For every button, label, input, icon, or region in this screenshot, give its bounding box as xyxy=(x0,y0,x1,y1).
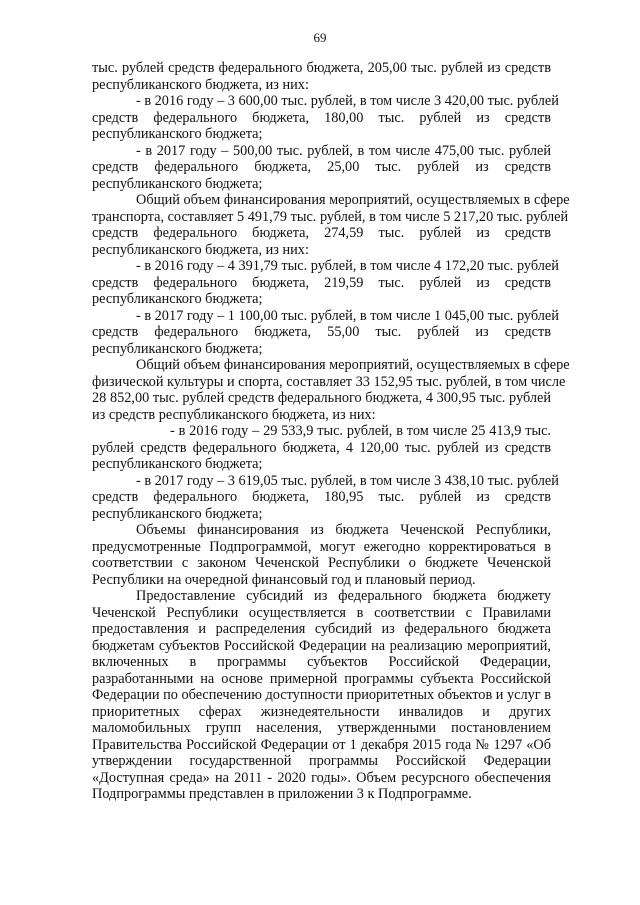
text-line: республиканского бюджета; xyxy=(92,291,263,307)
document-body xyxy=(92,60,570,803)
text-line: - в 2017 году – 1 100,00 тыс. рублей, в том числе 1 045,00 тыс. рублей xyxy=(136,307,559,324)
text-line: Объемы финансирования из бюджета Чеченской Республики, xyxy=(136,522,551,538)
text-line: утверждении государственной программы Российской Федерации xyxy=(92,753,551,769)
text-line: физической культуры и спорта, составляет 33 152,95 тыс. рублей, в том числе xyxy=(92,373,566,390)
text-line: - в 2016 году – 3 600,00 тыс. рублей, в том числе 3 420,00 тыс. рублей xyxy=(136,93,559,109)
text-line: транспорта, составляет 5 491,79 тыс. рублей, в том числе 5 217,20 тыс. рублей xyxy=(92,208,569,225)
text-line: республиканского бюджета, из них: xyxy=(92,76,309,93)
text-line: соответствии с законом Чеченской Республики о бюджете Чеченской xyxy=(92,555,551,571)
text-line: Общий объем финансирования мероприятий, осуществляемых в сфере xyxy=(136,192,570,208)
text-line: 28 852,00 тыс. рублей средств федерального бюджета, 4 300,95 тыс. рублей xyxy=(92,390,551,406)
text-line: предусмотренные Подпрограммой, могут ежегодно корректироваться в xyxy=(92,538,551,555)
text-line: Предоставление субсидий из федерального бюджета бюджету xyxy=(136,588,551,604)
text-line: средств федерального бюджета, 180,95 тыс. рублей из средств xyxy=(92,489,551,505)
text-line: предоставления и распределения субсидий из федерального бюджета xyxy=(92,621,551,637)
text-line: Правительства Российской Федерации от 1 декабря 2015 года № 1297 «Об xyxy=(92,736,551,753)
text-line: республиканского бюджета; xyxy=(92,175,263,192)
page-number: 69 xyxy=(313,30,327,45)
text-line: республиканского бюджета; xyxy=(92,340,263,357)
text-line: Республики на очередной финансовый год и плановый период. xyxy=(92,571,476,588)
text-line: средств федерального бюджета, 25,00 тыс. рублей из средств xyxy=(92,159,551,175)
text-line: включенных в программы субъектов Российской Федерации, xyxy=(92,654,551,670)
text-line: тыс. рублей средств федерального бюджета, 205,00 тыс. рублей из средств xyxy=(92,60,551,76)
text-line: разработанными на основе примерной программы субъекта Российской xyxy=(92,670,551,687)
text-line: - в 2016 году – 29 533,9 тыс. рублей, в том числе 25 413,9 тыс. xyxy=(170,423,551,439)
text-line: маломобильных групп населения, утвержденными постановлением xyxy=(92,720,551,736)
text-line: рублей средств федерального бюджета, 4 120,00 тыс. рублей из средств xyxy=(92,439,551,456)
text-line: - в 2017 году – 3 619,05 тыс. рублей, в том числе 3 438,10 тыс. рублей xyxy=(136,472,559,489)
text-line: республиканского бюджета; xyxy=(92,505,263,522)
text-line: средств федерального бюджета, 219,59 тыс. рублей из средств xyxy=(92,274,551,291)
text-line: - в 2016 году – 4 391,79 тыс. рублей, в том числе 4 172,20 тыс. рублей xyxy=(136,258,559,274)
text-line: республиканского бюджета; xyxy=(92,456,263,472)
text-line: приоритетных сферах жизнедеятельности инвалидов и других xyxy=(92,703,551,720)
text-line: «Доступная среда» на 2011 - 2020 годы». Объем ресурсного обеспечения xyxy=(92,769,551,786)
text-line: из средств республиканского бюджета, из них: xyxy=(92,406,376,423)
text-line: Подпрограммы представлен в приложении 3 к Подпрограмме. xyxy=(92,786,472,802)
text-line: Чеченской Республики осуществляется в соответствии с Правилами xyxy=(92,604,551,621)
text-line: средств федерального бюджета, 180,00 тыс. рублей из средств xyxy=(92,109,551,126)
text-line: Общий объем финансирования мероприятий, осуществляемых в сфере xyxy=(136,357,570,373)
text-line: средств федерального бюджета, 274,59 тыс. рублей из средств xyxy=(92,225,551,241)
text-line: средств федерального бюджета, 55,00 тыс. рублей из средств xyxy=(92,324,551,340)
text-line: республиканского бюджета, из них: xyxy=(92,241,309,258)
text-line: республиканского бюджета; xyxy=(92,126,263,142)
text-line: бюджетам субъектов Российской Федерации на реализацию мероприятий, xyxy=(92,637,551,654)
text-line: Федерации по обеспечению доступности приоритетных объектов и услуг в xyxy=(92,687,551,703)
text-line: - в 2017 году – 500,00 тыс. рублей, в том числе 475,00 тыс. рублей xyxy=(136,142,551,159)
